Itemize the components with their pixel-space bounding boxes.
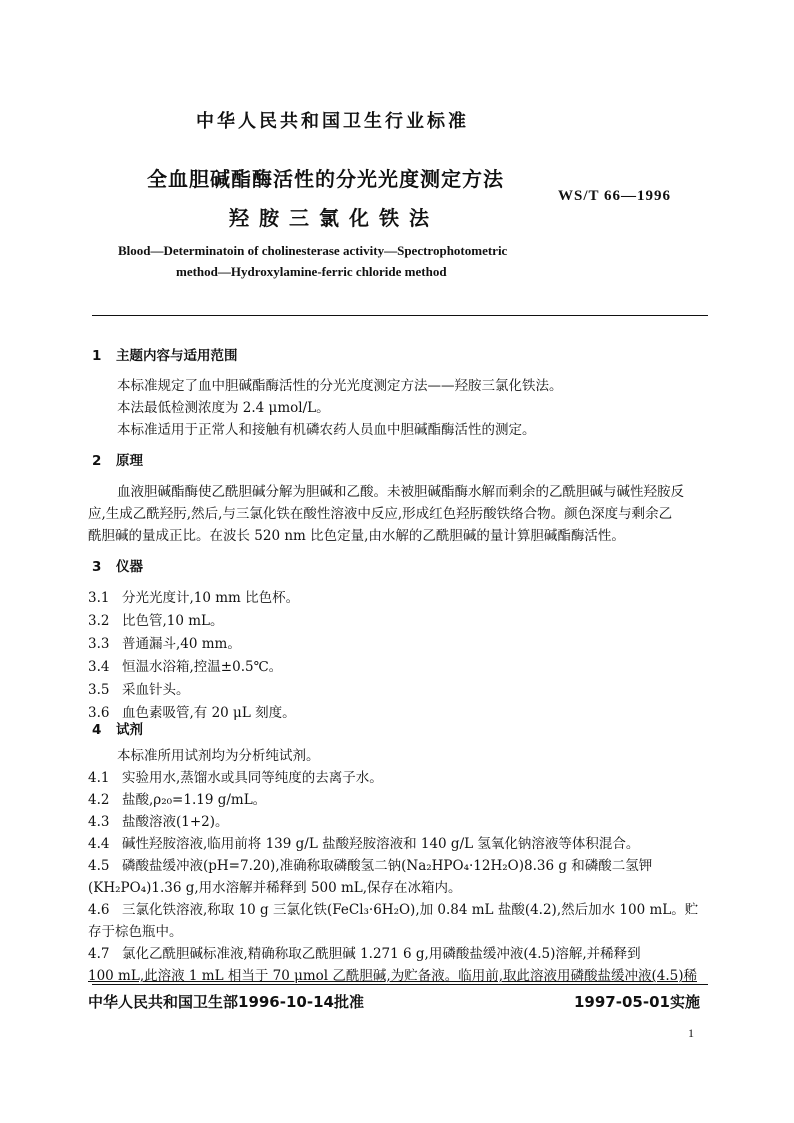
- list-item: 3.2 比色管,10 mL。: [88, 613, 224, 629]
- english-title-line-2: method—Hydroxylamine-ferric chloride method: [176, 264, 447, 279]
- list-item-continuation: (KH₂PO₄)1.36 g,用水溶解并稀释到 500 mL,保存在冰箱内。: [88, 880, 462, 896]
- list-item: 3.5 采血针头。: [88, 682, 190, 698]
- section-title: 仪器: [116, 559, 143, 575]
- section-title: 原理: [116, 453, 143, 469]
- approval-statement: 中华人民共和国卫生部1996-10-14批准: [88, 993, 364, 1011]
- paragraph-line: 酰胆碱的量成正比。在波长 520 nm 比色定量,由水解的乙酰胆碱的量计算胆碱酯酶活性。: [88, 528, 625, 544]
- list-item: 4.7 氯化乙酰胆碱标准液,精确称取乙酰胆碱 1.271 6 g,用磷酸盐缓冲液(4.5)溶解,并稀释到: [88, 946, 641, 962]
- section-number: 3: [92, 559, 102, 575]
- section-2-heading: [92, 449, 143, 469]
- document-subtitle: 羟胺三氯化铁法: [229, 206, 439, 230]
- effective-date: 1997-05-01实施: [574, 993, 700, 1011]
- header-divider: [92, 315, 708, 316]
- list-item: 3.1 分光光度计,10 mm 比色杯。: [88, 590, 300, 606]
- list-item: 3.3 普通漏斗,40 mm。: [88, 636, 241, 652]
- standard-category: 中华人民共和国卫生行业标准: [196, 111, 469, 132]
- paragraph-line: 应,生成乙酰羟肟,然后,与三氯化铁在酸性溶液中反应,形成红色羟肟酸铁络合物。颜色深度与剩余乙: [88, 506, 673, 522]
- paragraph: 本标准所用试剂均为分析纯试剂。: [117, 748, 320, 764]
- paragraph-line: 血液胆碱酯酶使乙酰胆碱分解为胆碱和乙酸。未被胆碱酯酶水解而剩余的乙酰胆碱与碱性羟胺反: [117, 484, 684, 500]
- list-item: 3.4 恒温水浴箱,控温±0.5℃。: [88, 659, 283, 675]
- section-4-heading: [92, 718, 143, 738]
- paragraph: 本标准适用于正常人和接触有机磷农药人员血中胆碱酯酶活性的测定。: [117, 422, 536, 438]
- list-item-continuation: 存于棕色瓶中。: [88, 924, 183, 940]
- standard-code: WS/T 66—1996: [558, 188, 671, 204]
- list-item: 4.6 三氯化铁溶液,称取 10 g 三氯化铁(FeCl₃·6H₂O),加 0.84 mL 盐酸(4.2),然后加水 100 mL。贮: [88, 902, 699, 918]
- footer-divider: [92, 984, 708, 985]
- list-item: 4.3 盐酸溶液(1+2)。: [88, 814, 229, 830]
- section-number: 4: [92, 722, 102, 738]
- list-item: 4.5 磷酸盐缓冲液(pH=7.20),准确称取磷酸氢二钠(Na₂HPO₄·12H₂O)8.36 g 和磷酸二氢钾: [88, 858, 653, 874]
- english-title-line-1: Blood—Determinatoin of cholinesterase activity—Spectrophotometric: [118, 243, 508, 258]
- list-item: 4.1 实验用水,蒸馏水或具同等纯度的去离子水。: [88, 770, 383, 786]
- section-title: 试剂: [116, 722, 143, 738]
- document-title: 全血胆碱酯酶活性的分光光度测定方法: [147, 167, 504, 191]
- list-item: 4.4 碱性羟胺溶液,临用前将 139 g/L 盐酸羟胺溶液和 140 g/L 氢氧化钠溶液等体积混合。: [88, 836, 640, 852]
- section-number: 2: [92, 453, 102, 469]
- section-1-heading: [92, 344, 238, 364]
- list-item: 3.6 血色素吸管,有 20 μL 刻度。: [88, 705, 296, 721]
- section-3-heading: [92, 555, 143, 575]
- paragraph: 本法最低检测浓度为 2.4 μmol/L。: [117, 400, 330, 416]
- paragraph: 本标准规定了血中胆碱酯酶活性的分光光度测定方法——羟胺三氯化铁法。: [117, 378, 563, 394]
- page-number: 1: [688, 1026, 694, 1040]
- list-item: 4.2 盐酸,ρ₂₀=1.19 g/mL。: [88, 792, 267, 808]
- list-item-continuation: 100 mL,此溶液 1 mL 相当于 70 μmol 乙酰胆碱,为贮备液。临用前,取此溶液用磷酸盐缓冲液(4.5)稀: [88, 968, 698, 984]
- section-number: 1: [92, 348, 102, 364]
- section-title: 主题内容与适用范围: [116, 348, 238, 364]
